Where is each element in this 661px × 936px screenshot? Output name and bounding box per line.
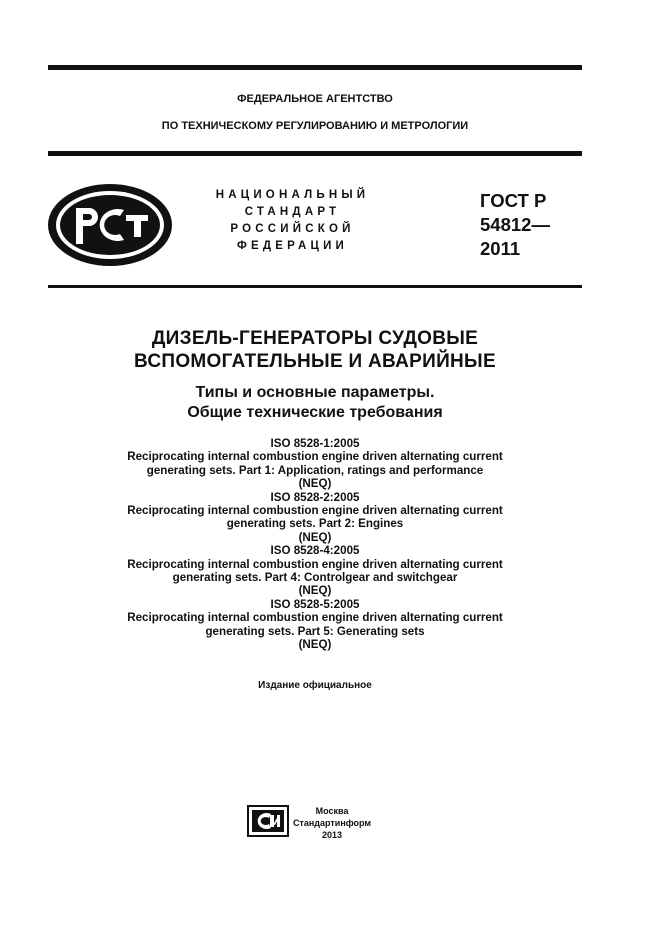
reference-equivalence: (NEQ): [298, 530, 332, 544]
publisher-city: Москва: [315, 806, 349, 816]
gost-number: [480, 189, 550, 261]
reference-title: generating sets. Part 5: Generating sets: [205, 624, 425, 638]
document-title: [48, 327, 582, 373]
reference-title: generating sets. Part 1: Application, ratings and performance: [146, 463, 484, 477]
national-standard-line: ФЕДЕРАЦИИ: [236, 240, 349, 252]
publisher-info: [292, 805, 372, 841]
publisher-name: Стандартинформ: [292, 818, 372, 828]
gost-line-3: 2011: [480, 238, 521, 259]
rst-emblem-icon: [46, 182, 174, 268]
reference-equivalence: (NEQ): [298, 584, 332, 598]
standartinform-logo-icon: [247, 805, 289, 837]
reference-equivalence: (NEQ): [298, 477, 332, 491]
publisher-year: 2013: [321, 830, 343, 840]
agency-line-2: ПО ТЕХНИЧЕСКОМУ РЕГУЛИРОВАНИЮ И МЕТРОЛОГИИ: [161, 120, 469, 132]
reference-code: ISO 8528-5:2005: [270, 597, 360, 611]
reference-standards: [48, 437, 582, 652]
national-standard-line: СТАНДАРТ: [244, 206, 341, 218]
gost-line-1: ГОСТ Р: [480, 190, 547, 211]
agency-rule: [48, 151, 582, 156]
gost-line-2: 54812—: [480, 214, 550, 235]
reference-title: Reciprocating internal combustion engine driven alternating current: [127, 450, 503, 464]
edition-label: Издание официальное: [258, 680, 372, 691]
reference-code: ISO 8528-1:2005: [270, 437, 360, 450]
reference-title: Reciprocating internal combustion engine driven alternating current: [127, 504, 503, 518]
document-subtitle: [48, 383, 582, 423]
top-rule: [48, 65, 582, 70]
reference-code: ISO 8528-2:2005: [270, 490, 360, 504]
subtitle-line-2: Общие технические требования: [187, 404, 443, 421]
title-line-2: ВСПОМОГАТЕЛЬНЫЕ И АВАРИЙНЫЕ: [134, 351, 496, 372]
subtitle-line-1: Типы и основные параметры.: [195, 384, 435, 401]
reference-title: Reciprocating internal combustion engine driven alternating current: [127, 611, 503, 625]
national-standard-line: РОССИЙСКОЙ: [230, 223, 355, 235]
agency-line-1: ФЕДЕРАЛЬНОЕ АГЕНТСТВО: [237, 93, 393, 105]
reference-title: generating sets. Part 4: Controlgear and switchgear: [172, 571, 458, 585]
title-line-1: ДИЗЕЛЬ-ГЕНЕРАТОРЫ СУДОВЫЕ: [151, 328, 479, 349]
reference-title: generating sets. Part 2: Engines: [226, 517, 404, 531]
header-bottom-rule: [48, 285, 582, 288]
national-standard-label: [205, 187, 380, 255]
reference-equivalence: (NEQ): [298, 638, 332, 652]
national-standard-line: НАЦИОНАЛЬНЫЙ: [215, 189, 370, 201]
reference-title: Reciprocating internal combustion engine driven alternating current: [127, 557, 503, 571]
reference-code: ISO 8528-4:2005: [270, 544, 360, 558]
